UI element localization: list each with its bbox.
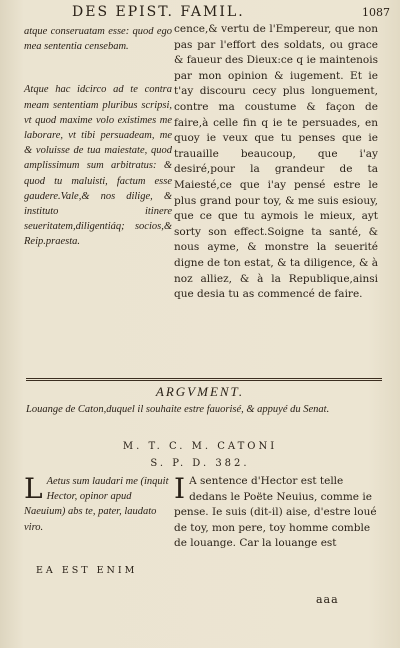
argument-summary: Louange de Caton,duquel il souhaite estre fauorisé, & appuyé du Senat. [26, 404, 330, 415]
french-letter-text: A sentence d'Hector est telle dedans le Poëte Neuius, comme ie pense. Ie suis (dit-il) aise, d'estre loué de toy, mon pere, toy homme comble de louange. Car la louange est [174, 475, 377, 550]
letter-salutation [0, 438, 400, 472]
latin-paragraph-2: Atque hac idcirco ad te contra meam sententiam pluribus scripsi, vt quod maxime volo existimes me laborare, vt tibi persuadeam, me & voluisse de tua maiestate, quod amplissimum sum arbitratus: & quod tu maluisti, factum esse gaudere.Vale,& nos dilige, & instituto itinere seueritatem,diligentiáq; socios,& Reip.praesta. [24, 84, 172, 248]
latin-letter-opening [24, 474, 174, 535]
divider-rule [26, 378, 382, 379]
argument-heading: ARGVMENT. [155, 384, 245, 399]
latin-dropcap: L [24, 472, 43, 505]
french-letter-opening [174, 474, 384, 552]
latin-catchword: EA EST ENIM [36, 565, 138, 576]
page-header [14, 0, 394, 24]
running-title: DES EPIST. FAMIL. [72, 4, 245, 20]
french-dropcap: I [174, 472, 186, 505]
signature-mark: aaa [316, 593, 339, 606]
latin-letter-text: Aetus sum laudari me (inquit Hector, opinor apud Naeuium) abs te, pater, laudato viro. [24, 476, 169, 533]
salutation-line-2: S. P. D. 382. [150, 458, 250, 469]
latin-column [24, 24, 172, 278]
divider-rule [26, 380, 382, 381]
page-number: 1087 [362, 6, 390, 19]
french-column [174, 22, 378, 303]
salutation-line-1: M. T. C. M. CATONI [122, 441, 278, 452]
french-paragraph: cence,& vertu de l'Empereur, que non pas par l'effort des soldats, ou grace & faueur des Dieux:ce q ie maintenois par mon opinion & iugement. Et ie t'ay discouru cecy plus longuement, contre ma coustume & façon de faire,à celle fin q ie te persuades, en quoy ie veux que tu penses que ie trauaille beaucoup, que i'ay desiré,pour la grandeur de ta Maiesté,ce que i'ay pensé estre le plus grand pour toy, & me suis esiouy, que ce que tu aymois le mieux, ayt sorty son effect.Soigne ta santé, & nous ayme, & monstre la seuerité digne de ton estat, & ta diligence, & à noz alliez, & à la Republique,ainsi que desia tu as commencé de faire. [174, 23, 378, 301]
latin-paragraph-1: atque conseruatam esse: quod ego mea sententia censebam. [24, 26, 172, 53]
